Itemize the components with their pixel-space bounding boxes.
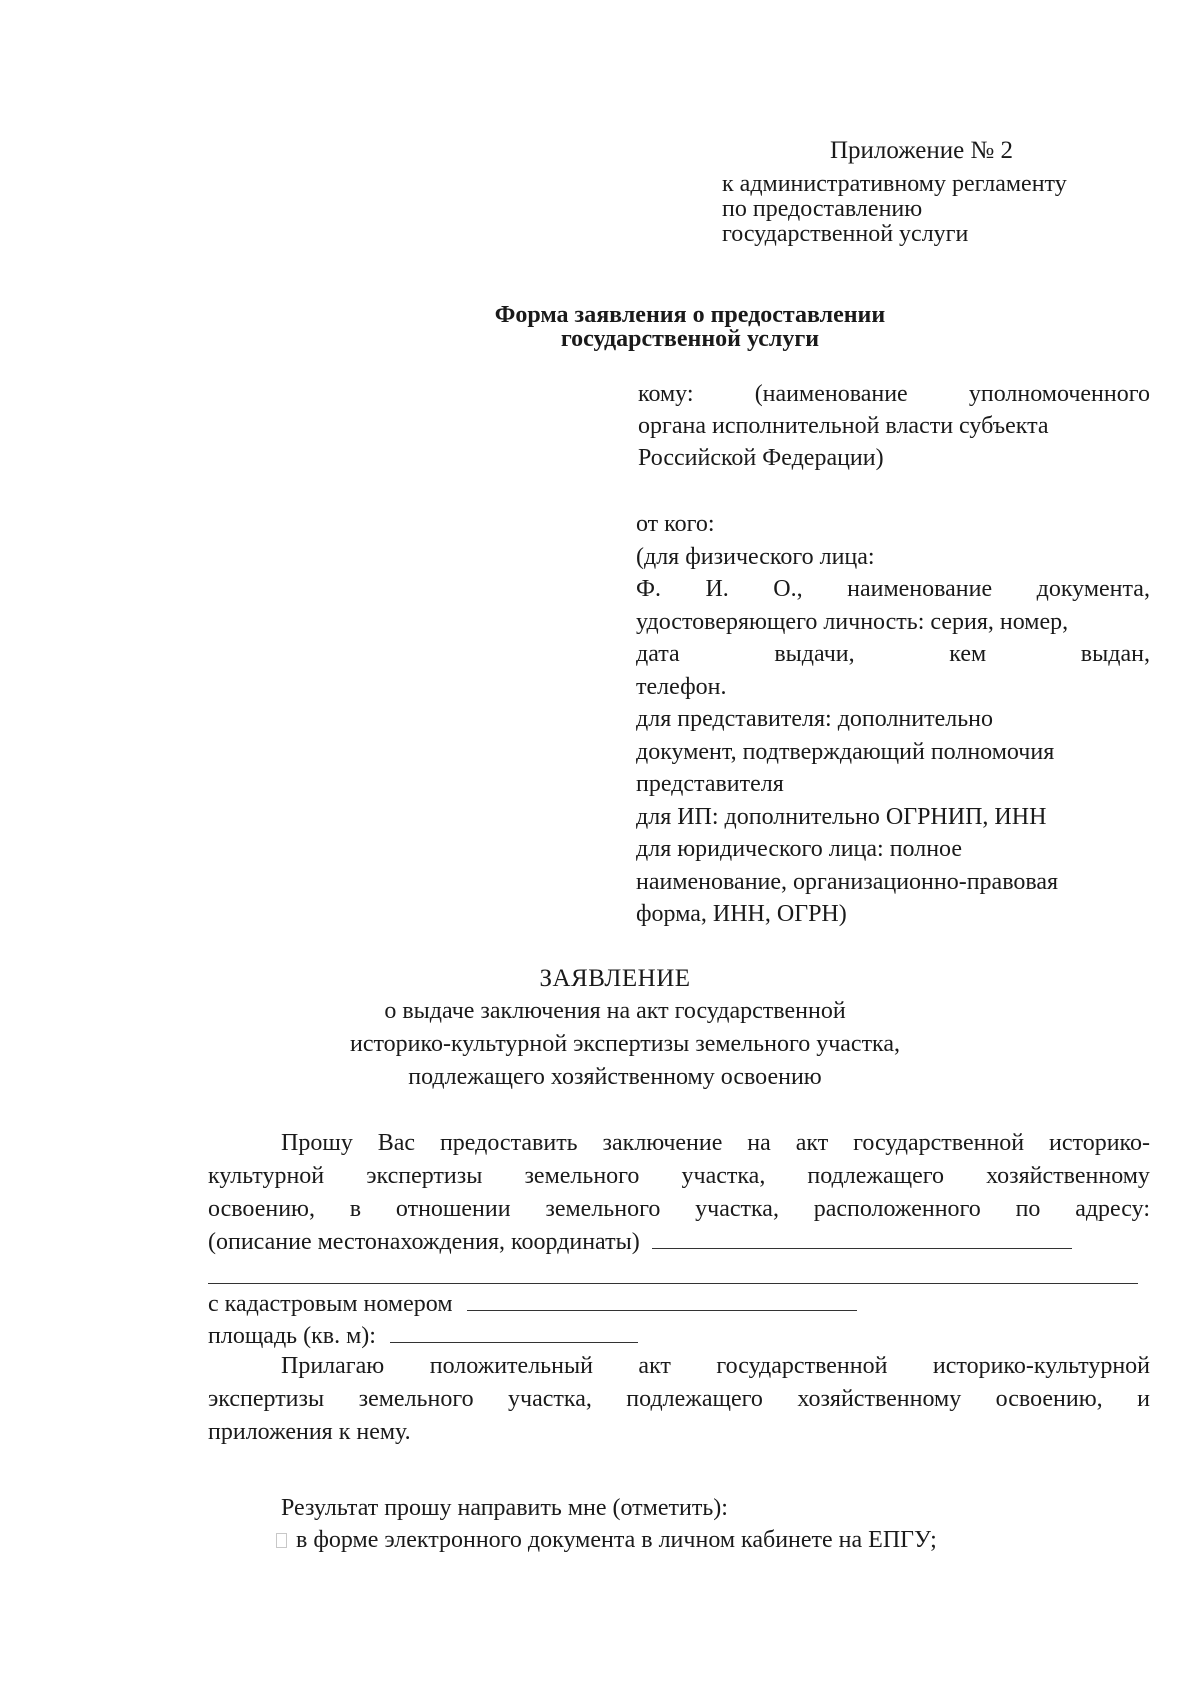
appendix-number: Приложение № 2 [830,137,1014,164]
paragraph-word: на [747,1130,771,1156]
paragraph-word: положительный [429,1353,593,1379]
paragraph-word: экспертизы [208,1386,325,1412]
paragraph-word: государственной [716,1353,888,1379]
paragraph-word: историко- [1049,1130,1150,1156]
sender-line: для юридического лица: полное [636,836,962,862]
sender-block [636,508,1150,931]
addressee-block [638,378,1150,474]
paragraph-word: заключение [602,1130,723,1156]
paragraph-word: земельного [524,1163,640,1189]
paragraph-word: акт [638,1353,671,1379]
paragraph-word: Прошу [281,1130,353,1156]
sender-line: (для физического лица: [636,543,875,570]
area-label: площадь (кв. м): [208,1323,376,1349]
addressee-word: уполномоченного [968,381,1150,407]
cadastral-input-line[interactable] [467,1288,857,1311]
sender-line: наименование, организационно-правовая [636,868,1059,895]
paragraph-line [208,1193,1150,1226]
paragraph-word: акт [795,1130,829,1156]
statement-title: ЗАЯВЛЕНИЕ [539,965,691,992]
paragraph-word: освоению, [208,1196,315,1222]
addressee-word: (наименование [754,381,908,407]
paragraph-word: отношении [395,1196,511,1222]
paragraph-word: предоставить [439,1130,578,1156]
paragraph-word: участка, [695,1196,779,1222]
paragraph-word: историко-культурной [932,1353,1150,1379]
appendix-reference-line: к административному регламенту [722,171,1067,197]
statement-subtitle-line: о выдаче заключения на акт государственной [384,998,846,1024]
area-input-line[interactable] [390,1320,638,1343]
sender-word: И. [705,576,729,602]
addressee-word: кому: [638,381,694,407]
delivery-option-checkbox[interactable] [276,1533,287,1548]
location-label: (описание местонахождения, координаты) [208,1229,640,1255]
request-paragraph [208,1127,1150,1259]
delivery-option-epgu[interactable] [276,1524,937,1557]
form-title-line: государственной услуги [560,326,820,352]
statement-subtitle-line: историко-культурной экспертизы земельного участка, [350,1031,901,1057]
sender-word: дата [636,641,680,667]
paragraph-word: Прилагаю [281,1353,385,1379]
paragraph-word: участка, [681,1163,766,1189]
sender-word: выдачи, [774,641,855,667]
paragraph-word: земельного [545,1196,661,1222]
paragraph-word: хозяйственному [986,1163,1150,1189]
paragraph-line [208,1383,1150,1416]
sender-word: выдан, [1080,641,1150,667]
paragraph-word: экспертизы [366,1163,483,1189]
sender-label: от кого: [636,511,715,537]
paragraph-line [208,1127,1150,1160]
paragraph-word: Вас [377,1130,416,1156]
area-line [208,1320,638,1353]
appendix-reference [722,172,1067,247]
location-line [208,1226,1150,1259]
sender-word: документа, [1036,576,1150,602]
addressee-line [638,378,1150,410]
appendix-reference-line: по предоставлению [722,196,923,222]
sender-line: удостоверяющего личность: серия, номер, [636,608,1069,635]
appendix-reference-line: государственной услуги [722,221,969,247]
paragraph-line [208,1160,1150,1193]
statement-heading [350,962,901,1094]
sender-line: представителя [636,771,784,797]
location-input-line[interactable] [652,1226,1072,1249]
paragraph-word: расположенного [813,1196,981,1222]
paragraph-line [208,1350,1150,1383]
cadastral-line [208,1288,857,1321]
paragraph-word: освоению, [995,1386,1103,1412]
sender-line: для ИП: дополнительно ОГРНИП, ИНН [636,803,1047,830]
sender-word: наименование [847,576,993,602]
sender-line: телефон. [636,673,727,700]
delivery-option-label: в форме электронного документа в личном кабинете на ЕПГУ; [296,1527,937,1553]
paragraph-word: по [1015,1196,1041,1222]
sender-line: документ, подтверждающий полномочия [636,738,1055,765]
paragraph-word: государственной [853,1130,1025,1156]
sender-word: кем [949,641,987,667]
paragraph-word: в [349,1196,362,1222]
sender-line [636,638,1150,671]
paragraph-word: земельного [358,1386,474,1412]
paragraph-word: адресу: [1075,1196,1150,1222]
location-continuation-line[interactable] [208,1283,1138,1284]
addressee-line: органа исполнительной власти субъекта [638,413,1049,439]
sender-line [636,573,1150,606]
sender-line: для представителя: дополнительно [636,706,994,732]
result-label: Результат прошу направить мне (отметить): [281,1495,728,1521]
statement-subtitle-line: подлежащего хозяйственному освоению [408,1064,822,1090]
sender-word: Ф. [636,576,661,602]
paragraph-word: и [1137,1386,1150,1412]
paragraph-line: приложения к нему. [208,1419,411,1445]
paragraph-word: участка, [508,1386,592,1412]
form-title-line: Форма заявления о предоставлении [494,302,886,328]
addressee-line: Российской Федерации) [638,445,884,471]
attachment-paragraph [208,1350,1150,1449]
paragraph-word: культурной [208,1163,325,1189]
paragraph-word: хозяйственному [797,1386,962,1412]
paragraph-word: подлежащего [807,1163,944,1189]
form-title [440,303,940,351]
cadastral-label: с кадастровым номером [208,1291,453,1317]
sender-word: О., [773,576,803,602]
paragraph-word: подлежащего [626,1386,763,1412]
sender-line: форма, ИНН, ОГРН) [636,901,847,927]
